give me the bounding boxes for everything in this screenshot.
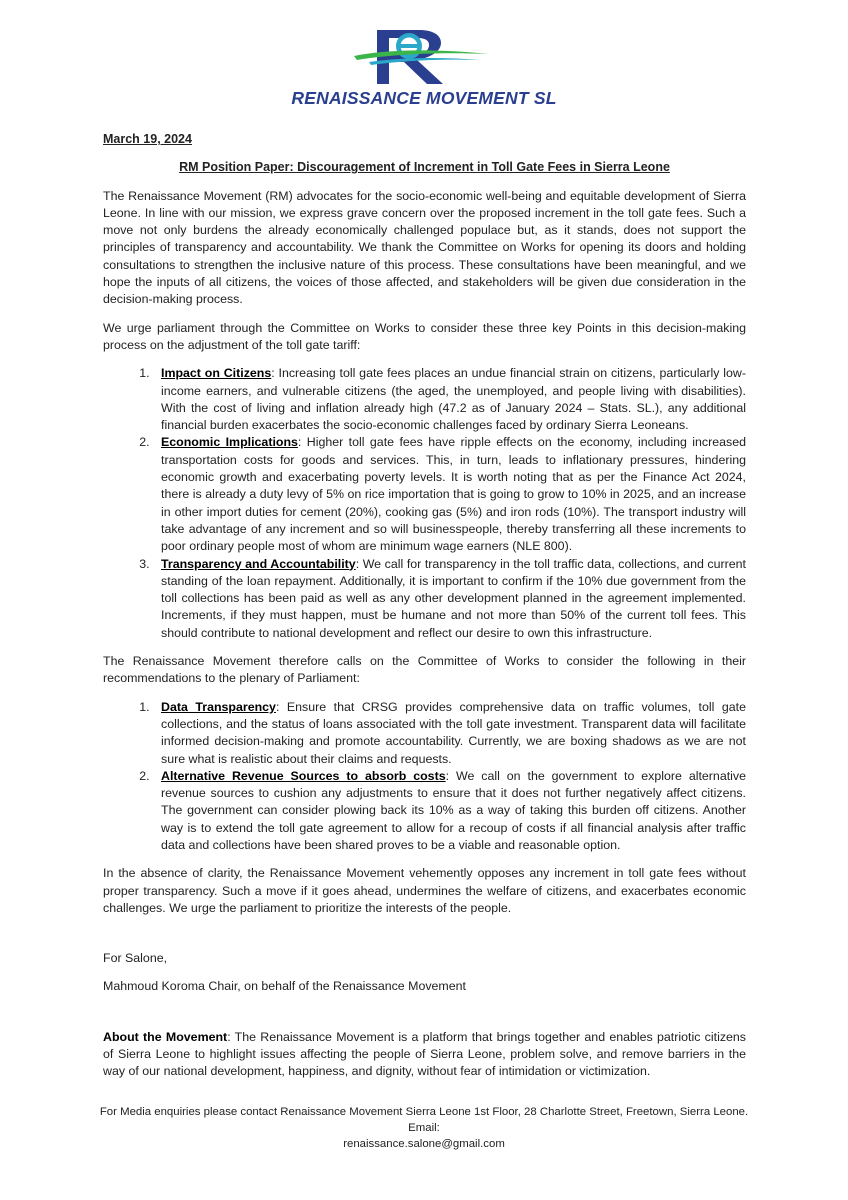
list-item	[153, 768, 746, 854]
calls-paragraph: The Renaissance Movement therefore calls on the Committee of Works to consider the following in their recommendations to the plenary of Parliament:	[103, 654, 746, 686]
about-text: : The Renaissance Movement is a platform that brings together and enables patriotic citizens of Sierra Leone to highlight issues affecting the people of Sierra Leone, problem solve, and remove barriers in the way of our national development, happiness, and dignity, without fear of intimidation or victimization.	[103, 1029, 746, 1079]
point-label: Economic Implications	[161, 435, 298, 450]
recommendation-text: : We call on the government to explore alternative revenue sources to cushion any adjustments to ensure that it does not further negatively affect citizens. The government can consider plowing back its 10% as a way of taking this burden off citizens. Another way is to extend the toll gate agreement to allow for a recoup of costs if all financial analysis after traffic data and collections have been shared proves to be a viable and reasonable option.	[161, 768, 746, 852]
list-item	[153, 699, 746, 768]
key-points-list	[103, 365, 746, 642]
point-text: : We call for transparency in the toll traffic data, collections, and current standing of the loan repayment. Additionally, it is important to confirm if the 10% due government from the toll collections has been paid as well as any other development planned in the agreement implemented. Increments, if they must happen, must be humane and not more than 50% of the current toll fees. This should contribute to national development and reflect our desire to own this infrastructure.	[161, 556, 746, 640]
point-text: : Increasing toll gate fees places an undue financial strain on citizens, particularly low-income earners, and vulnerable citizens (the aged, the unemployed, and people living with disabilities). With the cost of living and inflation already high (47.2 as of January 2024 – Stats. SL.), any additional financial burden exacerbates the socio-economic challenges faced by ordinary Sierra Leoneans.	[161, 366, 746, 433]
document-body	[103, 131, 746, 1092]
recommendations-list	[103, 699, 746, 855]
point-label: Transparency and Accountability	[161, 556, 356, 571]
renaissance-r-logo-icon	[349, 26, 499, 86]
document-title: RM Position Paper: Discouragement of Increment in Toll Gate Fees in Sierra Leone	[179, 160, 670, 175]
signature: Mahmoud Koroma Chair, on behalf of the Renaissance Movement	[103, 979, 466, 994]
point-text: : Higher toll gate fees have ripple effects on the economy, including increased transportation costs for goods and services. This, in turn, leads to inflationary pressures, hindering economic growth and exacerbating poverty levels. It is worth noting that as per the Finance Act 2024, there is already a duty levy of 5% on rice importation that is going to grow to 10% in 2025, and an increase in other import duties for cement (20%), cooking gas (5%) and iron rods (10%). The transport industry will take advantage of any increment and so will businesspeople, thereby transferring all these increments to poor ordinary people most of whom are minimum wage earners (NLE 800).	[161, 435, 746, 554]
header-logo	[0, 26, 848, 109]
footer	[90, 1104, 758, 1152]
recommendation-text: : Ensure that CRSG provides comprehensive data on traffic volumes, toll gate collections, and the status of loans associated with the toll gate investment. Transparent data will facilitate informed decision-making and promote accountability. Currently, we are boxing shadows as we are not sure what is realistic about their claims and requests.	[161, 699, 746, 766]
intro-paragraph: The Renaissance Movement (RM) advocates for the socio-economic well-being and equitable development of Sierra Leone. In line with our mission, we express grave concern over the proposed increment in the toll gate fees. Such a move not only burdens the already economically challenged populace but, as it stands, does not support the principles of transparency and accountability. We thank the Committee on Works for opening its doors and holding consultations to strengthen the inclusive nature of this process. These consultations have been meaningful, and we hope the inputs of all citizens, the voices of those affected, and stakeholders will be given due consideration in the decision-making process.	[103, 188, 746, 307]
about-label: About the Movement	[103, 1029, 228, 1044]
point-label: Impact on Citizens	[161, 366, 272, 381]
signoff: For Salone,	[103, 951, 168, 966]
conclusion-paragraph: In the absence of clarity, the Renaissance Movement vehemently opposes any increment in toll gate fees without proper transparency. Such a move if it goes ahead, undermines the welfare of citizens, and exacerbates economic challenges. We urge the parliament to prioritize the interests of the people.	[103, 866, 746, 915]
list-item	[153, 434, 746, 555]
urge-paragraph: We urge parliament through the Committee on Works to consider these three key Points in this decision-making process on the adjustment of the toll gate tariff:	[103, 320, 746, 352]
recommendation-label: Data Transparency	[161, 699, 276, 714]
footer-contact: For Media enquiries please contact Renaissance Movement Sierra Leone 1st Floor, 28 Charlotte Street, Freetown, Sierra Leone. Email:	[99, 1106, 749, 1134]
list-item	[153, 556, 746, 642]
footer-email: renaissance.salone@gmail.com	[343, 1138, 505, 1150]
org-name: RENAISSANCE MOVEMENT SL	[291, 88, 557, 108]
document-date: March 19, 2024	[103, 132, 192, 146]
list-item	[153, 365, 746, 434]
recommendation-label: Alternative Revenue Sources to absorb costs	[161, 768, 446, 783]
about-paragraph	[103, 1029, 746, 1081]
